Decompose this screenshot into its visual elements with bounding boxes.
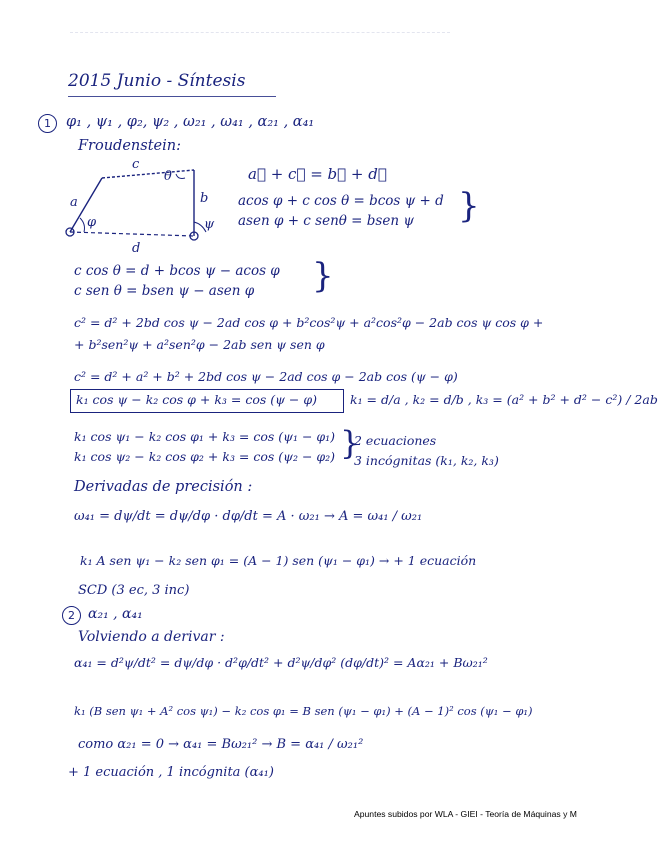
froudenstein-heading: Froudenstein: — [78, 138, 181, 154]
position-2-equation: k₁ cos ψ₂ − k₂ cos φ₂ + k₃ = cos (ψ₂ − φ₂) — [74, 449, 336, 464]
alpha-zero-condition: como α₂₁ = 0 → α₄₁ = Bω₂₁² → B = α₄₁ / ω₂₁² — [78, 737, 364, 752]
angle-label-theta: θ — [164, 169, 172, 184]
freudenstein-equation: k₁ cos ψ − k₂ cos φ + k₃ = cos (ψ − φ) — [76, 392, 317, 407]
section-2-number: 2 — [62, 606, 81, 625]
angle-label-phi: φ — [87, 215, 97, 230]
acceleration-equation: α₄₁ = d²ψ/dt² = dψ/dφ · d²φ/dt² + d²ψ/dφ² (dφ/dt)² = Aα₂₁ + Bω₂₁² — [74, 655, 488, 670]
link-label-c: c — [132, 157, 140, 172]
page-title: 2015 Junio - Síntesis — [68, 71, 246, 91]
title-underline — [68, 96, 276, 97]
final-count-note: + 1 ecuación , 1 incógnita (α₄₁) — [68, 765, 274, 780]
section-1-number: 1 — [38, 114, 57, 133]
c-system-brace: } — [312, 256, 334, 296]
positions-brace: } — [340, 424, 361, 462]
acceleration-position-equation: k₁ (B sen ψ₁ + A² cos ψ₁) − k₂ cos φ₁ = B sen (ψ₁ − φ₁) + (A − 1)² cos (ψ₁ − φ₁) — [74, 704, 533, 718]
link-label-b: b — [200, 191, 209, 206]
angle-label-psi: ψ — [204, 217, 215, 232]
link-label-a: a — [70, 195, 78, 210]
section-1-heading: φ₁ , ψ₁ , φ₂, ψ₂ , ω₂₁ , ω₄₁ , α₂₁ , α₄₁ — [66, 114, 315, 130]
c-sen-theta-equation: c sen θ = bsen ψ − asen φ — [74, 283, 255, 299]
unknown-count-note: 3 incógnitas (k₁, k₂, k₃) — [354, 453, 499, 468]
projection-y-equation: asen φ + c senθ = bsen ψ — [238, 213, 414, 229]
velocity-ratio-equation: ω₄₁ = dψ/dt = dψ/dφ · dφ/dt = A · ω₂₁ → A = ω₄₁ / ω₂₁ — [74, 509, 423, 524]
velocity-position-equation: k₁ A sen ψ₁ − k₂ sen φ₁ = (A − 1) sen (ψ₁ − φ₁) → + 1 ecuación — [80, 553, 477, 568]
equation-count-note: 2 ecuaciones — [354, 433, 437, 448]
section-2-heading: α₂₁ , α₄₁ — [88, 606, 143, 622]
c-squared-expansion-1: c² = d² + 2bd cos ψ − 2ad cos φ + b²cos²ψ + a²cos²φ − 2ab cos ψ cos φ + — [74, 315, 544, 330]
four-bar-linkage-diagram — [60, 157, 230, 260]
c-cos-theta-equation: c cos θ = d + bcos ψ − acos φ — [74, 263, 280, 279]
position-1-equation: k₁ cos ψ₁ − k₂ cos φ₁ + k₃ = cos (ψ₁ − φ₁) — [74, 429, 336, 444]
k-constants-definition: k₁ = d/a , k₂ = d/b , k₃ = (a² + b² + d² − c²) / 2ab — [350, 392, 658, 407]
c-squared-expansion-2: + b²sen²ψ + a²sen²φ − 2ab sen ψ sen φ — [74, 337, 325, 352]
projection-x-equation: acos φ + c cos θ = bcos ψ + d — [238, 193, 444, 209]
footer-attribution: Apuntes subidos por WLA - GIEI - Teoría de Máquinas y M — [354, 809, 577, 819]
c-squared-simplified: c² = d² + a² + b² + 2bd cos ψ − 2ad cos φ − 2ab cos (ψ − φ) — [74, 369, 458, 384]
link-label-d: d — [132, 241, 141, 256]
system-brace: } — [458, 186, 480, 226]
derive-again-heading: Volviendo a derivar : — [78, 629, 225, 645]
vector-equation: a⃗ + c⃗ = b⃗ + d⃗ — [248, 165, 387, 183]
bleed-through-marks — [70, 32, 450, 41]
precision-derivatives-heading: Derivadas de precisión : — [74, 479, 253, 495]
scd-note: SCD (3 ec, 3 inc) — [78, 583, 190, 598]
